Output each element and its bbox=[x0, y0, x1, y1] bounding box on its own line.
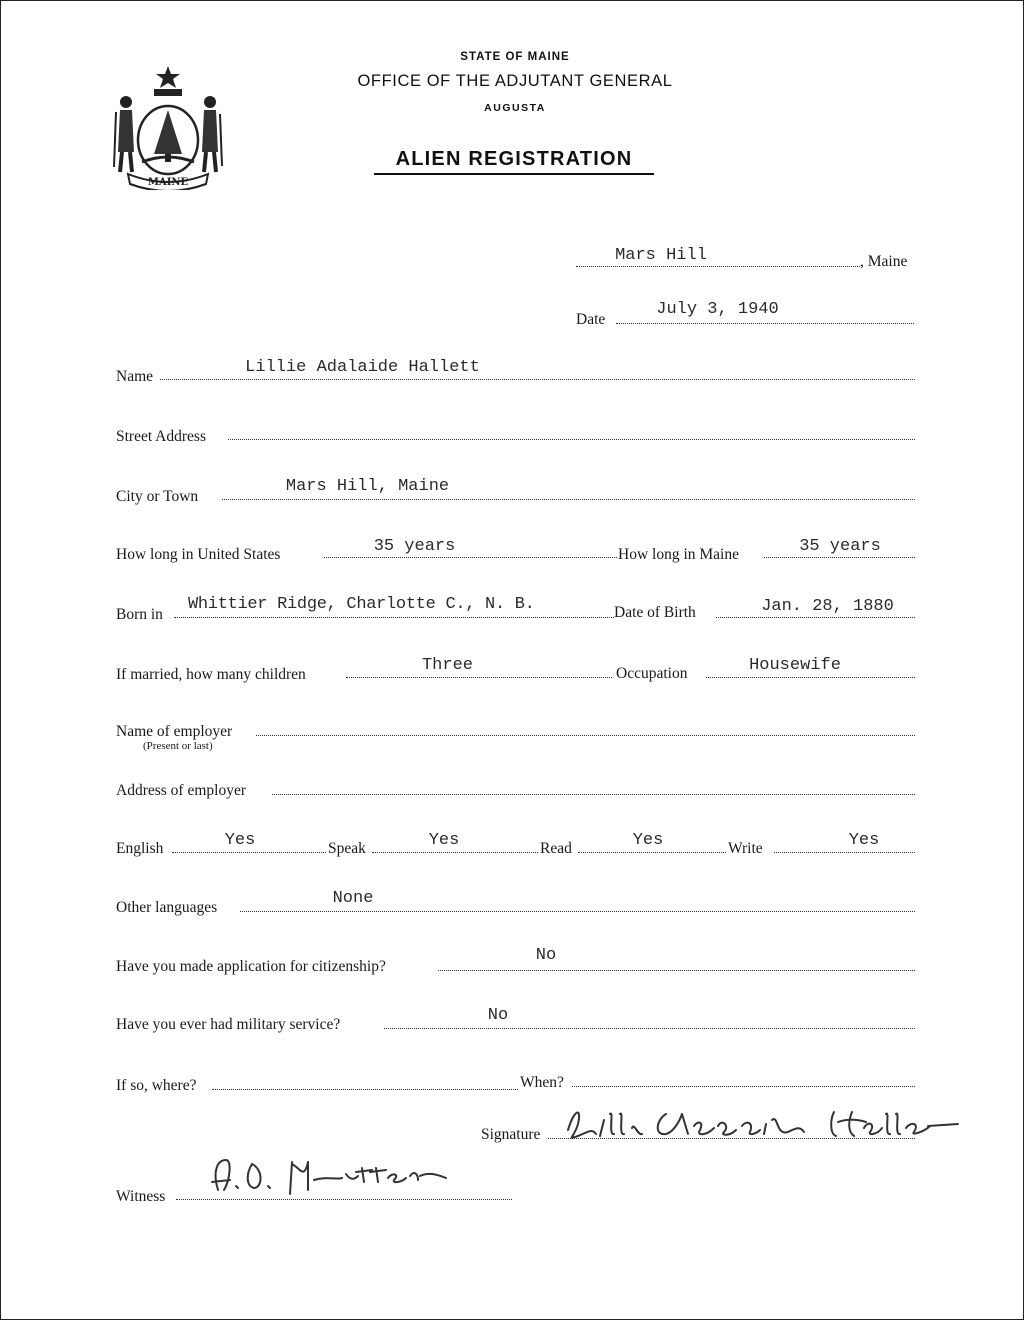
place-suffix: , Maine bbox=[860, 253, 908, 270]
when-line bbox=[572, 1086, 915, 1087]
name-value: Lillie Adalaide Hallett bbox=[245, 358, 480, 377]
header-office: OFFICE OF THE ADJUTANT GENERAL bbox=[357, 72, 673, 90]
write-value: Yes bbox=[848, 831, 880, 850]
where-line bbox=[212, 1089, 518, 1090]
date-line bbox=[616, 323, 914, 324]
witness-label: Witness bbox=[116, 1188, 166, 1205]
street-label: Street Address bbox=[116, 428, 206, 445]
other-languages-label: Other languages bbox=[116, 899, 218, 916]
occupation-label: Occupation bbox=[616, 665, 688, 682]
english-value: Yes bbox=[224, 831, 256, 850]
seal-banner-text: MAINE bbox=[147, 177, 189, 188]
employer-line bbox=[256, 735, 915, 736]
us-duration-line bbox=[324, 557, 617, 558]
read-value: Yes bbox=[632, 831, 664, 850]
witness-text: A. B. Nutter bbox=[196, 1150, 201, 1151]
signature-label: Signature bbox=[481, 1126, 541, 1143]
us-duration-label: How long in United States bbox=[116, 546, 281, 563]
where-label: If so, where? bbox=[116, 1077, 197, 1094]
place-value: Mars Hill bbox=[615, 246, 707, 265]
citizenship-value: No bbox=[535, 946, 557, 965]
employer-address-line bbox=[272, 794, 915, 795]
other-languages-line bbox=[240, 911, 915, 912]
employer-note: (Present or last) bbox=[143, 740, 213, 752]
military-value: No bbox=[487, 1006, 509, 1025]
other-languages-value: None bbox=[332, 889, 374, 908]
when-label: When? bbox=[520, 1074, 564, 1091]
write-line bbox=[774, 852, 915, 853]
header-state: STATE OF MAINE bbox=[460, 51, 570, 63]
read-label: Read bbox=[540, 840, 572, 857]
speak-line bbox=[372, 852, 538, 853]
maine-state-seal bbox=[112, 62, 224, 190]
employer-address-label: Address of employer bbox=[116, 782, 246, 799]
speak-value: Yes bbox=[428, 831, 460, 850]
us-duration-value: 35 years bbox=[373, 537, 456, 556]
place-line bbox=[576, 266, 860, 267]
speak-label: Speak bbox=[328, 840, 366, 857]
witness-handwriting bbox=[196, 1150, 466, 1202]
signature-text: Lillie Adalaide Hallett bbox=[548, 1100, 557, 1101]
employer-label: Name of employer bbox=[116, 723, 233, 740]
city-line bbox=[222, 499, 915, 500]
citizenship-line bbox=[438, 970, 915, 971]
date-label: Date bbox=[576, 311, 606, 328]
signature-handwriting bbox=[548, 1100, 968, 1148]
birth-date-value: Jan. 28, 1880 bbox=[761, 597, 894, 616]
write-label: Write bbox=[728, 840, 763, 857]
street-line bbox=[228, 439, 915, 440]
born-in-label: Born in bbox=[116, 606, 163, 623]
birth-date-label: Date of Birth bbox=[614, 604, 696, 621]
header-city: AUGUSTA bbox=[484, 102, 546, 114]
born-in-line bbox=[174, 617, 614, 618]
occupation-line bbox=[706, 677, 915, 678]
children-label: If married, how many children bbox=[116, 666, 306, 683]
birth-date-line bbox=[716, 617, 915, 618]
read-line bbox=[578, 852, 726, 853]
name-label: Name bbox=[116, 368, 154, 385]
english-line bbox=[172, 852, 326, 853]
occupation-value: Housewife bbox=[749, 656, 841, 675]
form-title: ALIEN REGISTRATION bbox=[374, 148, 654, 175]
city-value: Mars Hill, Maine bbox=[285, 477, 450, 496]
english-label: English bbox=[116, 840, 164, 857]
date-value: July 3, 1940 bbox=[656, 300, 779, 319]
born-in-value: Whittier Ridge, Charlotte C., N. B. bbox=[188, 595, 535, 614]
maine-duration-value: 35 years bbox=[799, 537, 881, 556]
children-line bbox=[346, 677, 612, 678]
military-line bbox=[384, 1028, 915, 1029]
military-label: Have you ever had military service? bbox=[116, 1016, 341, 1033]
children-value: Three bbox=[421, 656, 473, 675]
citizenship-label: Have you made application for citizenship? bbox=[116, 958, 386, 975]
maine-duration-line bbox=[764, 557, 915, 558]
maine-duration-label: How long in Maine bbox=[618, 546, 739, 563]
name-line bbox=[160, 379, 915, 380]
city-label: City or Town bbox=[116, 488, 199, 505]
